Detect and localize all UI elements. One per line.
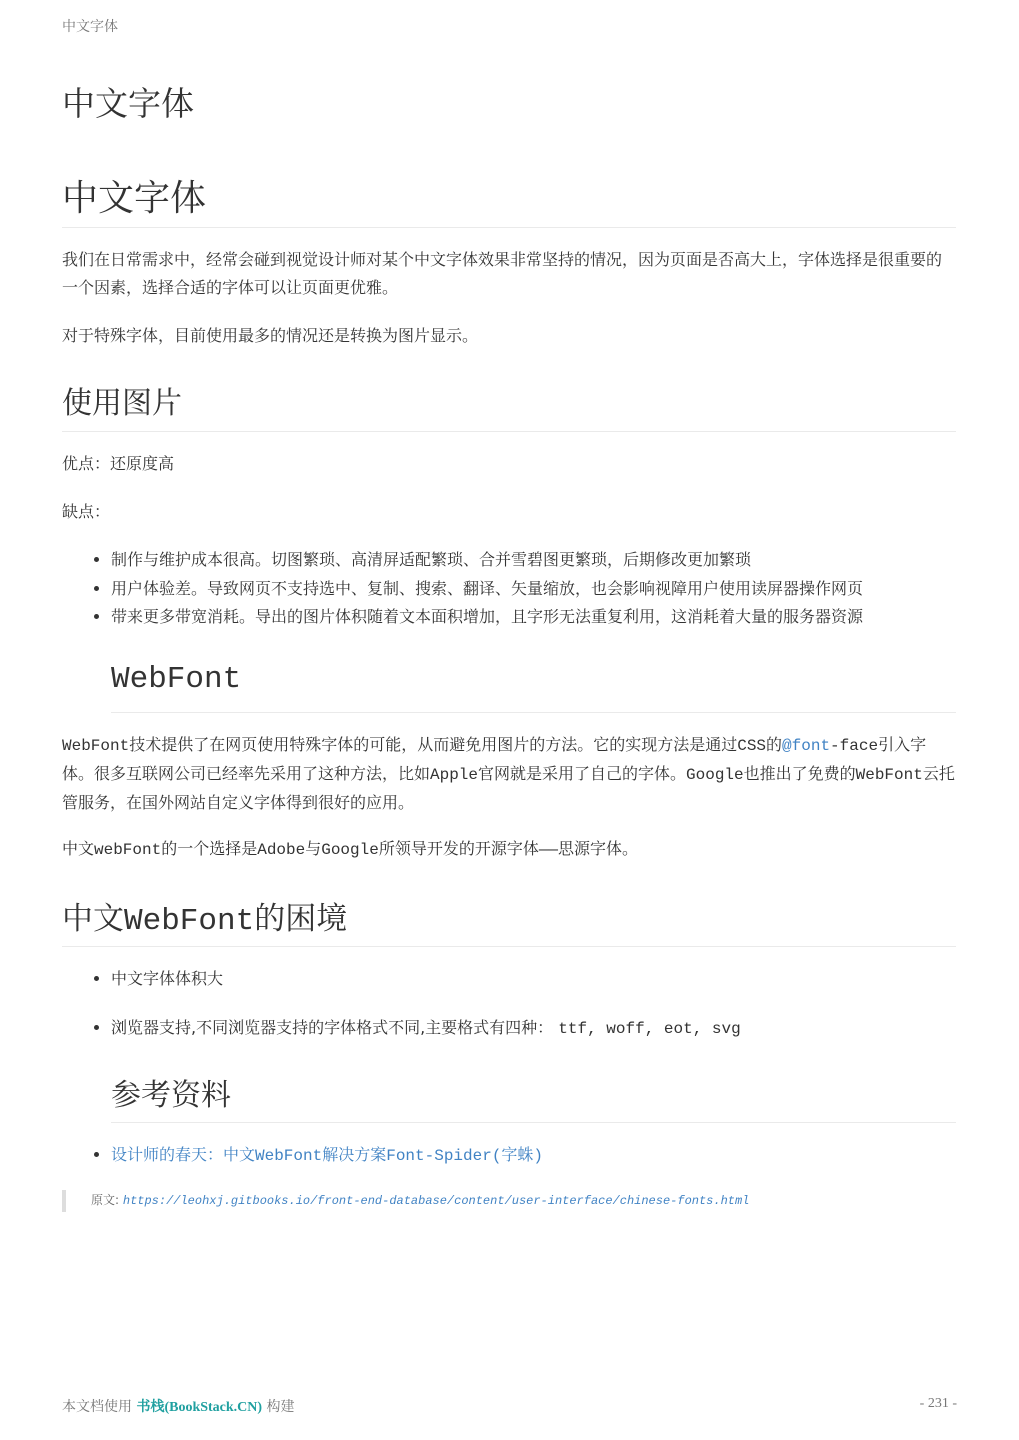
list-item: • 用户体验差。导致网页不支持选中、复制、搜索、翻译、矢量缩放，也会影响视障用户使用读屏器操作网页 xyxy=(111,575,971,604)
refs-list xyxy=(62,1141,971,1171)
refs-section-rule xyxy=(111,1122,956,1123)
list-item xyxy=(111,1014,971,1044)
cons-list xyxy=(62,546,971,632)
section-title: 中文字体 xyxy=(62,178,207,219)
dilemma-list xyxy=(62,965,971,1043)
webfont-paragraph-1 xyxy=(62,731,956,818)
page-number: - 231 - xyxy=(919,1396,957,1411)
images-section-rule xyxy=(62,431,956,432)
webfont-text-after: -face xyxy=(830,737,879,755)
font-face-link[interactable]: @font xyxy=(782,737,831,755)
footer-credit xyxy=(62,1396,295,1416)
footer-prefix: 本文档使用 xyxy=(62,1399,132,1415)
section-title-rule xyxy=(62,227,956,228)
origin-quote xyxy=(62,1190,749,1212)
images-section-title: 使用图片 xyxy=(62,386,182,421)
font-spider-link[interactable]: 设计师的春天：中文WebFont解决方案Font-Spider(字蛛) xyxy=(111,1147,544,1165)
refs-section-title: 参考资料 xyxy=(111,1078,231,1113)
font-formats: ttf, woff, eot, svg xyxy=(558,1019,741,1038)
browser-support-text: 浏览器支持,不同浏览器支持的字体格式不同,主要格式有四种： xyxy=(111,1017,554,1037)
list-item: • 制作与维护成本很高。切图繁琐、高清屏适配繁琐、合并雪碧图更繁琐，后期修改更加繁琐 xyxy=(111,546,971,575)
intro-paragraph-2: 对于特殊字体，目前使用最多的情况还是转换为图片显示。 xyxy=(62,326,479,345)
pros-text: 优点：还原度高 xyxy=(62,454,175,473)
webfont-section-rule xyxy=(111,712,956,713)
origin-label: 原文: xyxy=(91,1193,120,1207)
origin-url-link[interactable]: https://leohxj.gitbooks.io/front-end-database/content/user-interface/chinese-fonts.html xyxy=(122,1194,750,1208)
intro-paragraph-1: 我们在日常需求中，经常会碰到视觉设计师对某个中文字体效果非常坚持的情况，因为页面是否高大上，字体选择是很重要的一个因素，选择合适的字体可以让页面更优雅。 xyxy=(62,250,943,297)
list-item: • 带来更多带宽消耗。导出的图片体积随着文本面积增加，且字形无法重复利用，这消耗着大量的服务器资源 xyxy=(111,603,971,632)
running-header: 中文字体 xyxy=(62,19,118,35)
cons-label: 缺点： xyxy=(62,502,111,521)
list-item: • 中文字体体积大 xyxy=(111,965,971,994)
webfont-text-rest: 引入字体。很多互联网公司已经率先采用了这种方法，比如Apple官网就是采用了自己的字体。Google也推出了免费的WebFont云托管服务，在国外网站自定义字体得到很好的应用。 xyxy=(62,737,955,813)
bookstack-link[interactable]: 书栈(BookStack.CN) xyxy=(136,1400,263,1415)
webfont-text-before: WebFont技术提供了在网页使用特殊字体的可能，从而避免用图片的方法。它的实现方法是通过CSS的 xyxy=(62,737,783,755)
dilemma-title-text: 中文WebFont的困境 xyxy=(62,904,348,939)
dilemma-section-rule xyxy=(62,946,956,947)
footer-suffix: 构建 xyxy=(266,1399,295,1415)
page-title: 中文字体 xyxy=(62,84,194,123)
webfont-section-title: WebFont xyxy=(111,662,242,697)
dilemma-section-title xyxy=(62,893,347,939)
list-item xyxy=(111,1141,971,1171)
webfont-paragraph-2: 中文webFont的一个选择是Adobe与Google所领导开发的开源字体——思源字体。 xyxy=(62,841,639,859)
